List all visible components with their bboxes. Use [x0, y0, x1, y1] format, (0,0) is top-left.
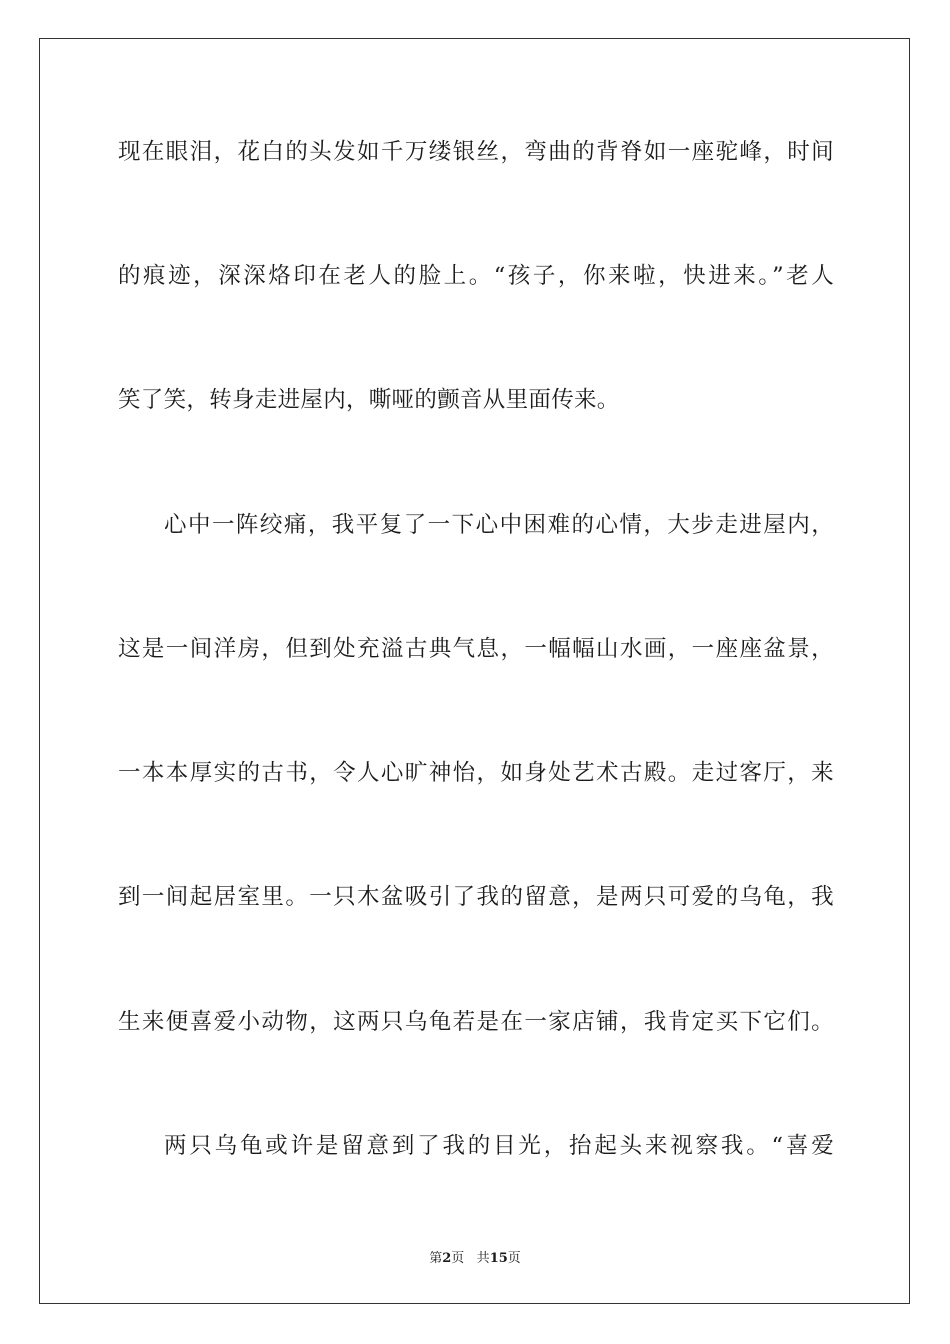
page-footer	[0, 1250, 950, 1268]
footer-page-prefix: 第	[429, 1251, 443, 1266]
footer-page-suffix: 页	[451, 1251, 465, 1266]
text-line-2: 的痕迹，深深烙印在老人的脸上。“孩子，你来啦，快进来。”老人	[118, 263, 834, 289]
footer-page-number: 2	[442, 1251, 452, 1266]
footer-total-suffix: 页	[507, 1251, 521, 1266]
text-line-3: 笑了笑，转身走进屋内，嘶哑的颤音从里面传来。	[118, 387, 620, 413]
page-border	[39, 38, 910, 1304]
footer-total-pages: 15	[489, 1251, 508, 1266]
text-line-9-paragraph-start: 两只乌龟或许是留意到了我的目光，抬起头来视察我。“喜爱	[164, 1133, 834, 1159]
text-line-1: 现在眼泪，花白的头发如千万缕银丝，弯曲的背脊如一座驼峰，时间	[118, 139, 834, 165]
text-line-4-paragraph-start: 心中一阵绞痛，我平复了一下心中困难的心情，大步走进屋内，	[164, 512, 834, 538]
text-line-6: 一本本厚实的古书，令人心旷神怡，如身处艺术古殿。走过客厅，来	[118, 760, 834, 786]
footer-total-prefix: 共	[476, 1251, 490, 1266]
text-line-7: 到一间起居室里。一只木盆吸引了我的留意，是两只可爱的乌龟，我	[118, 884, 834, 910]
text-line-5: 这是一间洋房，但到处充溢古典气息，一幅幅山水画，一座座盆景，	[118, 636, 834, 662]
text-line-8: 生来便喜爱小动物，这两只乌龟若是在一家店铺，我肯定买下它们。	[118, 1009, 834, 1035]
